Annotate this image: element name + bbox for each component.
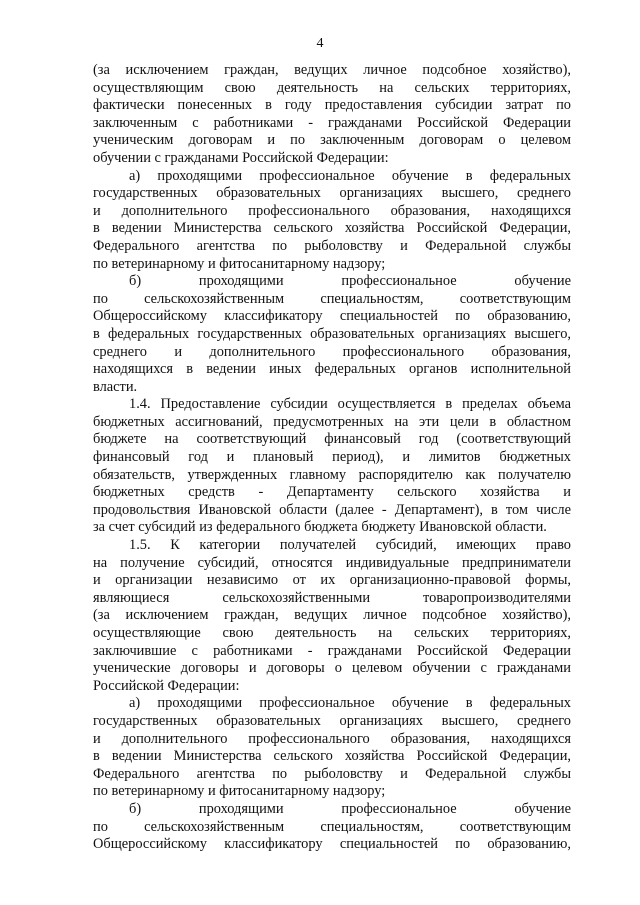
text-line: заключившие с работниками - гражданами Российской Федерации [93,642,571,659]
text-line: среднего и дополнительного профессионального образования, [93,343,571,360]
text-line: Общероссийскому классификатору специальностей по образованию, [93,836,571,853]
text-line: и дополнительного профессионального образования, находящихся [93,730,571,747]
text-line: Общероссийскому классификатору специальностей по образованию, [93,308,571,325]
text-line: по ветеринарному и фитосанитарному надзору; [93,255,386,272]
text-line: б) проходящими профессиональное обучение [129,273,571,290]
text-line: бюджетных ассигнований, предусмотренных на эти цели в областном [93,413,571,430]
text-line: Федерального агентства по рыболовству и Федеральной службы [93,237,571,254]
text-line: 1.5. К категории получателей субсидий, имеющих право [129,537,571,554]
text-line: бюджетных средств - Департаменту сельского хозяйства и [93,484,571,501]
text-line: государственных образовательных организациях высшего, среднего [93,185,571,202]
text-line: власти. [93,378,138,395]
text-line: в ведении Министерства сельского хозяйства Российской Федерации, [93,748,571,765]
text-line: а) проходящими профессиональное обучение в федеральных [129,695,571,712]
page-number: 4 [316,36,324,51]
text-line: обучении с гражданами Российской Федерации: [93,149,389,166]
text-line: продовольствия Ивановской области (далее - Департамент), в том числе [93,501,571,518]
text-line: в ведении Министерства сельского хозяйства Российской Федерации, [93,220,571,237]
text-line: за счет субсидий из федерального бюджета бюджету Ивановской области. [93,519,547,536]
text-line: Федерального агентства по рыболовству и Федеральной службы [93,765,571,782]
text-line: по ветеринарному и фитосанитарному надзору; [93,783,386,800]
text-line: осуществляющим свою деятельность на сельских территориях, [93,79,571,96]
text-line: на получение субсидий, относятся индивидуальные предприниматели [93,554,571,571]
text-line: 1.4. Предоставление субсидии осуществляется в пределах объема [129,396,571,413]
text-line: бюджете на соответствующий финансовый год (соответствующий [93,431,571,448]
text-line: и организации независимо от их организационно-правовой формы, [93,572,571,589]
text-line: находящихся в ведении иных федеральных органов исполнительной [93,361,571,378]
text-line: и дополнительного профессионального образования, находящихся [93,202,571,219]
text-line: Российской Федерации: [93,677,240,694]
document-body [93,62,571,854]
text-line: по сельскохозяйственным специальностям, соответствующим [93,290,571,307]
text-line: а) проходящими профессиональное обучение в федеральных [129,167,571,184]
text-line: по сельскохозяйственным специальностям, соответствующим [93,818,571,835]
text-line: (за исключением граждан, ведущих личное подсобное хозяйство), [93,607,571,624]
text-line: ученические договоры и договоры о целевом обучении с гражданами [93,660,571,677]
text-line: (за исключением граждан, ведущих личное подсобное хозяйство), [93,62,571,78]
text-line: фактически понесенных в году предоставления субсидии затрат по [93,97,571,114]
text-line: государственных образовательных организациях высшего, среднего [93,712,571,729]
text-line: б) проходящими профессиональное обучение [129,800,571,817]
text-line: в федеральных государственных образовательных организациях высшего, [93,325,571,342]
text-line: обязательств, утвержденных главному распорядителю как получателю [93,466,571,483]
text-line: ученическим договорам и по заключенным договорам о целевом [93,132,571,149]
text-line: финансовый год и плановый период), и лимитов бюджетных [93,449,571,466]
text-line: являющиеся сельскохозяйственными товаропроизводителями [93,589,571,606]
text-line: заключенным с работниками - гражданами Российской Федерации [93,114,571,131]
text-line: осуществляющие свою деятельность на сельских территориях, [93,625,571,641]
